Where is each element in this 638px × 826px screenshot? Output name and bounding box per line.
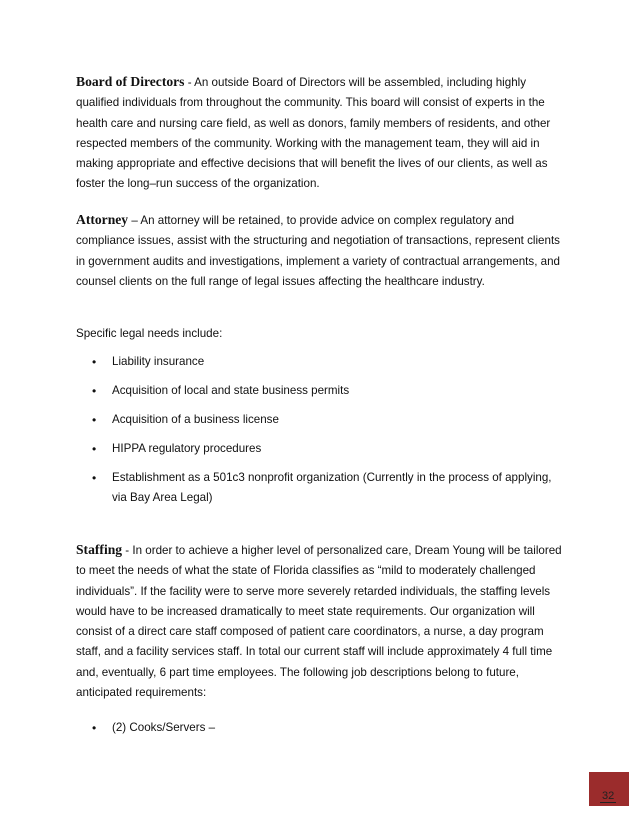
attorney-paragraph [76,210,566,292]
list-item: • Acquisition of a business license [92,410,562,430]
list-item: • HIPPA regulatory procedures [92,439,562,459]
legal-needs-intro: Specific legal needs include: [76,327,223,340]
bullet-icon: • [92,442,97,456]
list-item: • Liability insurance [92,352,562,372]
list-item: • Acquisition of local and state business permits [92,381,562,401]
bullet-icon: • [92,355,97,369]
bullet-icon: • [92,471,97,485]
bullet-icon: • [92,721,97,735]
bullet-icon: • [92,413,97,427]
staffing-heading: Staffing [76,542,123,557]
list-item: • (2) Cooks/Servers – [92,718,562,738]
board-paragraph [76,72,566,195]
list-item: • Establishment as a 501c3 nonprofit organization (Currently in the process of applying, via Bay Area Legal) [92,468,562,509]
attorney-text: – An attorney will be retained, to provide advice on complex regulatory and compliance issues, assist with the structuring and negotiation of transactions, represent clients in government audits and investigations, implement a variety of contractual arrangements, and counsel clients on the full range of legal issues affecting the healthcare industry. [76,214,560,288]
board-text: - An outside Board of Directors will be assembled, including highly qualified individuals from throughout the community. This board will consist of experts in the health care and nursing care field, as well as donors, family members of residents, and other respected members of the community. Working with the management team, they will aid in making appropriate and effective decisions that will benefit the lives of our clients, as well as foster the long–run success of the organization. [76,76,551,191]
bullet-icon: • [92,384,97,398]
page-number: 32 [602,790,615,802]
attorney-heading: Attorney [76,212,129,227]
board-heading: Board of Directors [76,74,185,89]
staffing-text: - In order to achieve a higher level of personalized care, Dream Young will be tailored to meet the needs of what the state of Florida classifies as “mild to moderately challenged individuals”. If the facility were to serve more severely retarded individuals, the staffing levels would have to be increased dramatically to meet state requirements. Our organization will consist of a direct care staff composed of patient care coordinators, a nurse, a day program staff, and a facility services staff. In total our current staff will include approximately 4 full time and, eventually, 6 part time employees. The following job descriptions belong to future, anticipated requirements: [76,544,562,700]
staffing-paragraph [76,540,566,703]
